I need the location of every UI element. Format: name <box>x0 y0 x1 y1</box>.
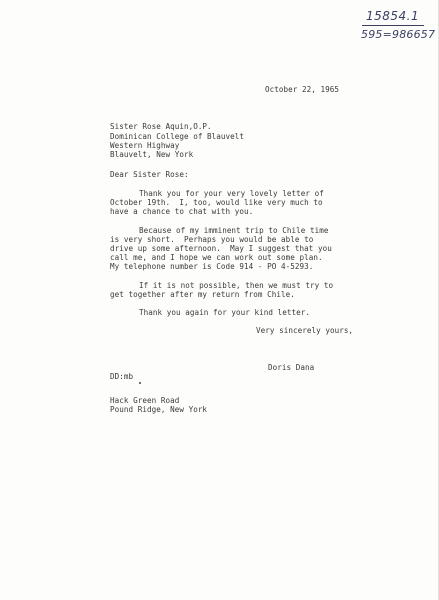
archive-mark-underline <box>362 25 424 26</box>
body-line: drive up some afternoon. May I suggest that you <box>110 244 332 253</box>
archive-mark-line2: 595=986657 <box>361 28 436 41</box>
body-line: is very short. Perhaps you would be able to <box>110 235 314 244</box>
recipient-line: Western Highway <box>110 141 180 150</box>
body-line: My telephone number is Code 914 - PO 4-5293. <box>110 262 314 271</box>
sender-address-line: Pound Ridge, New York <box>110 405 208 414</box>
closing: Very sincerely yours, <box>256 326 354 335</box>
body-line: Thank you for your very lovely letter of <box>139 189 324 198</box>
body-line: Thank you again for your kind letter. <box>139 308 311 317</box>
body-line: If it is not possible, then we must try to <box>139 281 334 290</box>
salutation: Dear Sister Rose: <box>110 170 189 179</box>
typist-initials: DD:mb <box>110 372 134 381</box>
recipient-line: Dominican College of Blauvelt <box>110 132 245 141</box>
archive-mark-line1: 15854.1 <box>366 9 420 23</box>
stray-mark <box>139 382 141 384</box>
body-line: Because of my imminent trip to Chile time <box>139 226 329 235</box>
recipient-line: Sister Rose Aquin,O.P. <box>110 122 212 131</box>
body-line: have a chance to chat with you. <box>110 207 254 216</box>
body-line: get together after my return from Chile. <box>110 290 295 299</box>
body-line: October 19th. I, too, would like very much to <box>110 198 323 207</box>
signature-name: Doris Dana <box>268 363 315 372</box>
body-line: call me, and I hope we can work out some plan. <box>110 253 323 262</box>
recipient-line: Blauvelt, New York <box>110 150 194 159</box>
sender-address-line: Hack Green Road <box>110 396 180 405</box>
letter-date: October 22, 1965 <box>265 85 339 94</box>
